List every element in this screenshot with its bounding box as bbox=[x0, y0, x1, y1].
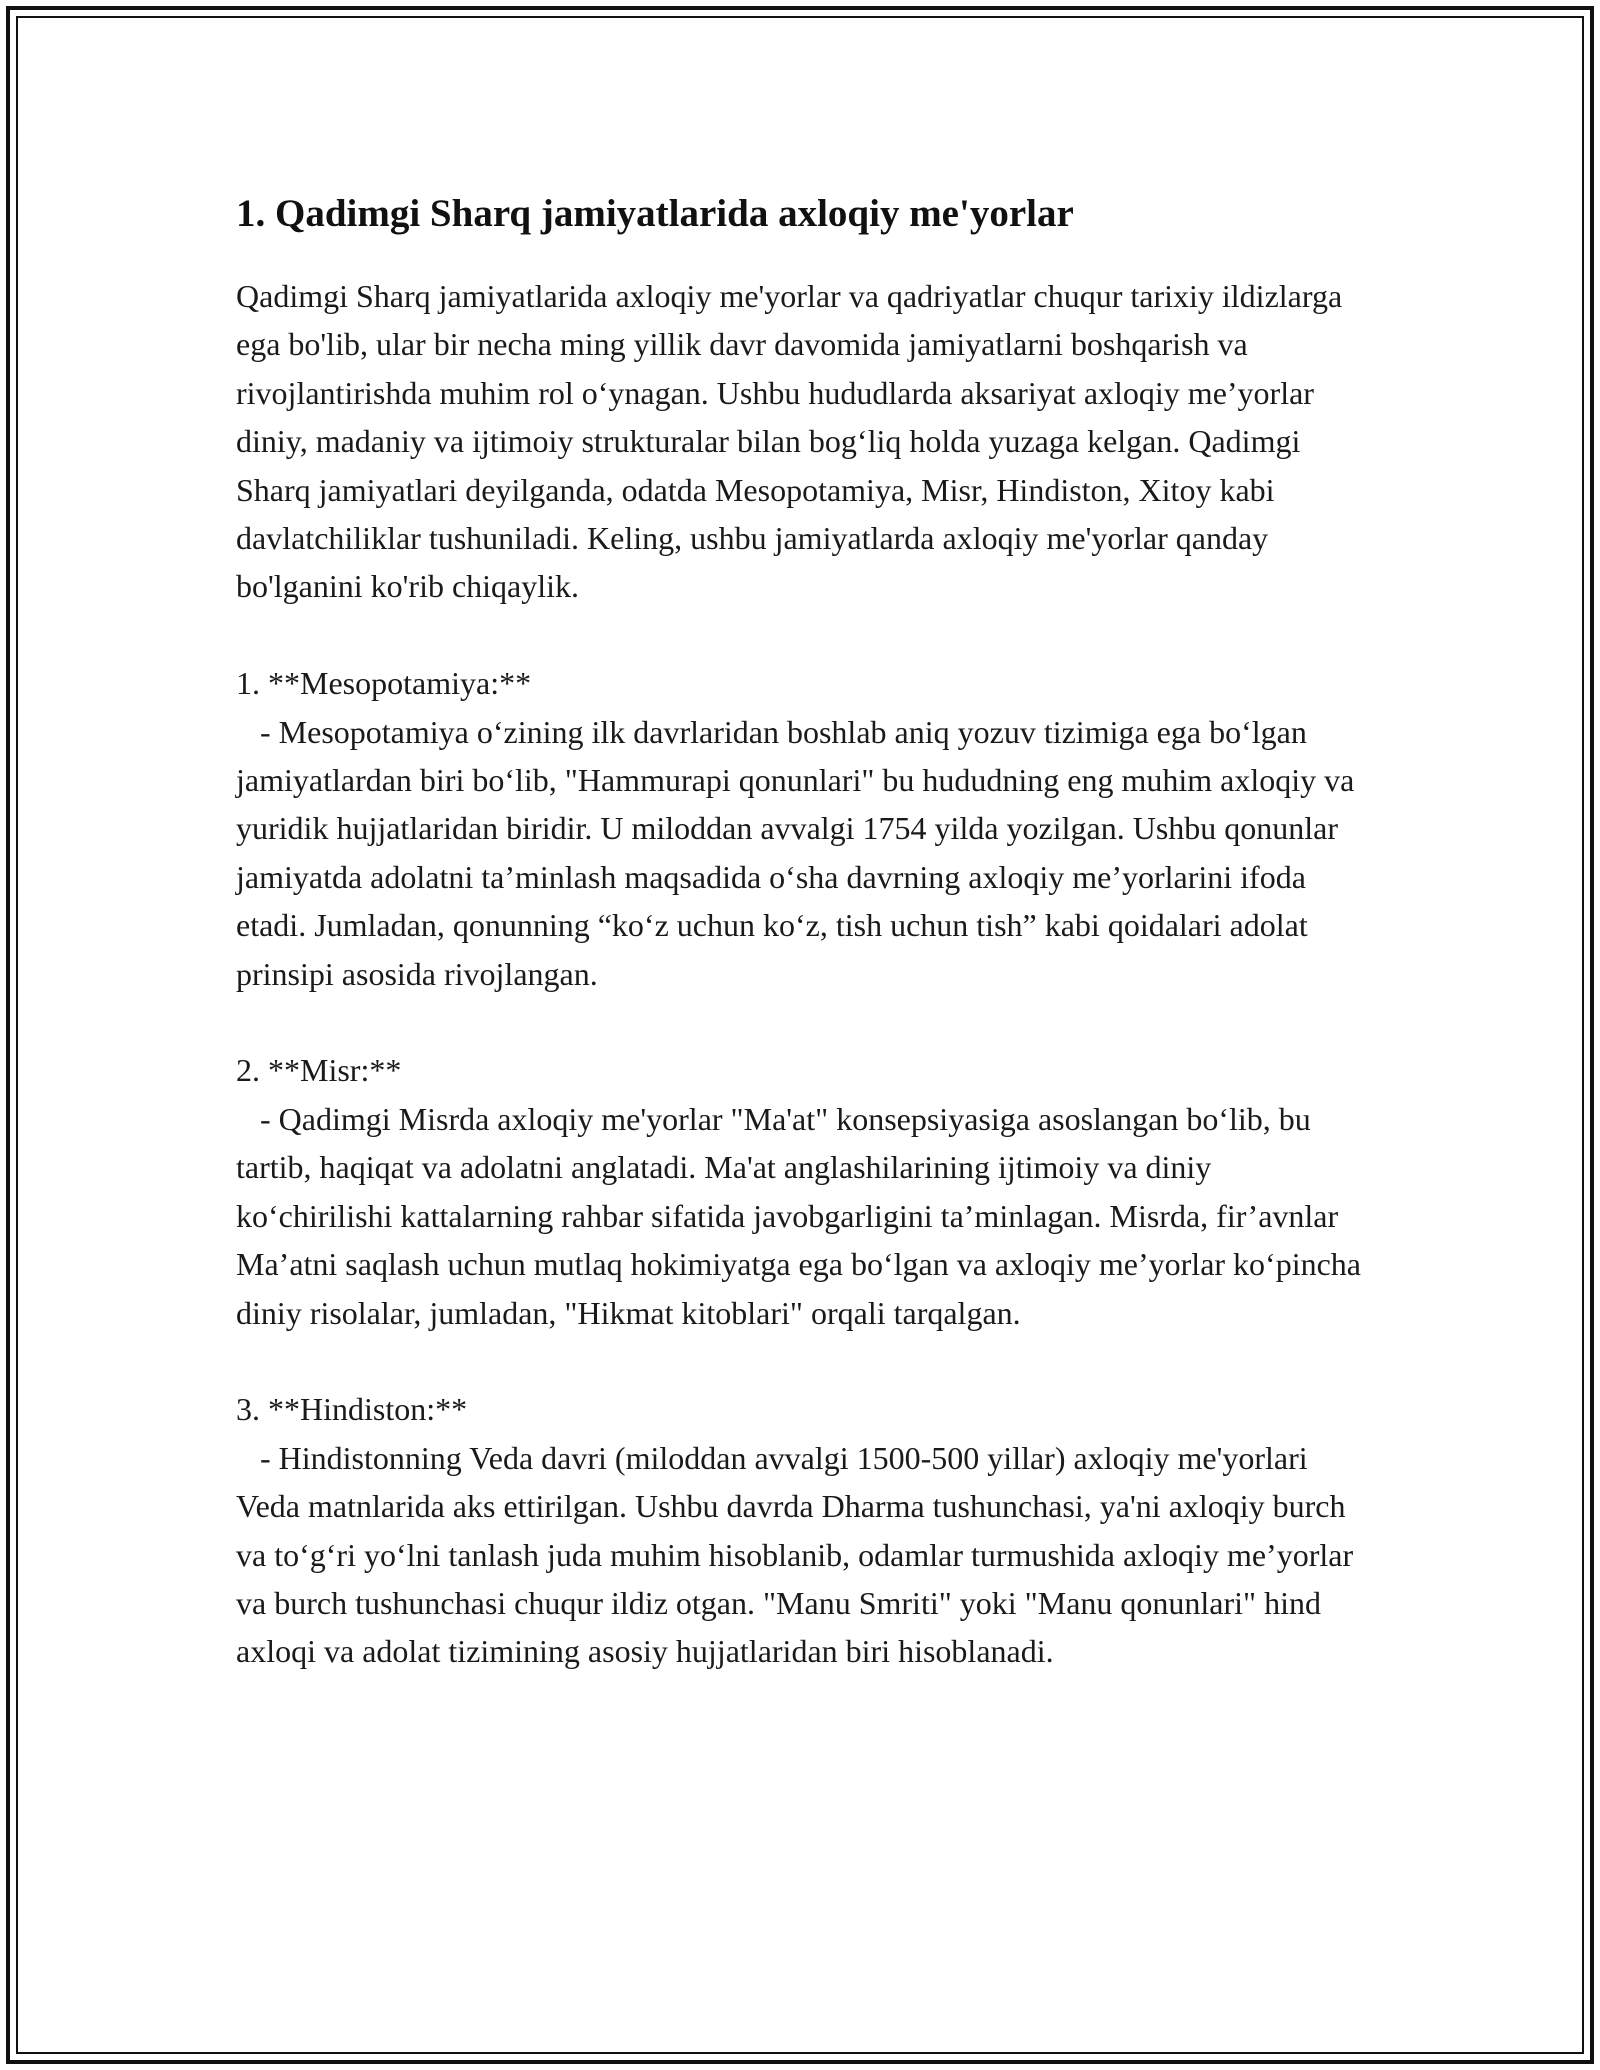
document-title: 1. Qadimgi Sharq jamiyatlarida axloqiy me'yorlar bbox=[236, 192, 1074, 235]
section-body: - Hindistonning Veda davri (miloddan avvalgi 1500-500 yillar) axloqiy me'yorlari Veda matnlarida aks ettirilgan. Ushbu davrda Dharma tushunchasi, ya'ni axloqiy burch va to‘g‘ri yo‘lni tanlash juda muhim hisoblanib, odamlar turmushida axloqiy me’yorlar va burch tushunchasi chuqur ildiz otgan. "Manu Smriti" yoki "Manu qonunlari" hind axloqi va adolat tizimining asosiy hujjatlaridan biri hisoblanadi. bbox=[236, 1439, 1362, 1670]
intro-paragraph: Qadimgi Sharq jamiyatlarida axloqiy me'yorlar va qadriyatlar chuqur tarixiy ildizlarga ega bo'lib, ular bir necha ming yillik davr davomida jamiyatlarni boshqarish va rivojlantirishda muhim rol o‘ynagan. Ushbu hududlarda aksariyat axloqiy me’yorlar diniy, madaniy va ijtimoiy strukturalar bilan bog‘liq holda yuzaga kelgan. Qadimgi Sharq jamiyatlari deyilganda, odatda Mesopotamiya, Misr, Hindiston, Xitoy kabi davlatchiliklar tushuniladi. Keling, ushbu jamiyatlarda axloqiy me'yorlar qanday bo'lganini ko'rib chiqaylik. bbox=[236, 278, 1351, 605]
section-heading: 2. **Misr:** bbox=[236, 1052, 402, 1089]
section-misr bbox=[236, 1046, 1369, 1336]
section-heading: 1. **Mesopotamiya:** bbox=[236, 665, 532, 702]
section-hindiston bbox=[236, 1385, 1366, 1675]
document-body bbox=[236, 182, 1369, 1676]
section-body: - Mesopotamiya o‘zining ilk davrlaridan boshlab aniq yozuv tizimiga ega bo‘lgan jamiyatlardan biri bo‘lib, "Hammurapi qonunlari" bu hududning eng muhim axloqiy va yuridik hujjatlaridan biridir. U miloddan avvalgi 1754 yilda yozilgan. Ushbu qonunlar jamiyatda adolatni ta’minlash maqsadida o‘sha davrning axloqiy me’yorlarini ifoda etadi. Jumladan, qonunning “ko‘z uchun ko‘z, tish uchun tish” kabi qoidalari adolat prinsipi asosida rivojlangan. bbox=[236, 713, 1363, 992]
paragraph-spacer bbox=[236, 1337, 1366, 1385]
section-body: - Qadimgi Misrda axloqiy me'yorlar "Ma'at" konsepsiyasiga asoslangan bo‘lib, bu tartib, haqiqat va adolatni anglatadi. Ma'at anglashilarining ijtimoiy va diniy ko‘chirilishi kattalarning rahbar sifatida javobgarligini ta’minlagan. Misrda, fir’avnlar Ma’atni saqlash uchun mutlaq hokimiyatga ega bo‘lgan va axloqiy me’yorlar ko‘pincha diniy risolalar, jumladan, "Hikmat kitoblari" orqali tarqalgan. bbox=[236, 1100, 1369, 1331]
section-mesopotamiya bbox=[236, 659, 1366, 998]
paragraph-spacer bbox=[236, 998, 1366, 1046]
paragraph-spacer bbox=[236, 611, 1366, 659]
section-heading: 3. **Hindiston:** bbox=[236, 1391, 468, 1428]
